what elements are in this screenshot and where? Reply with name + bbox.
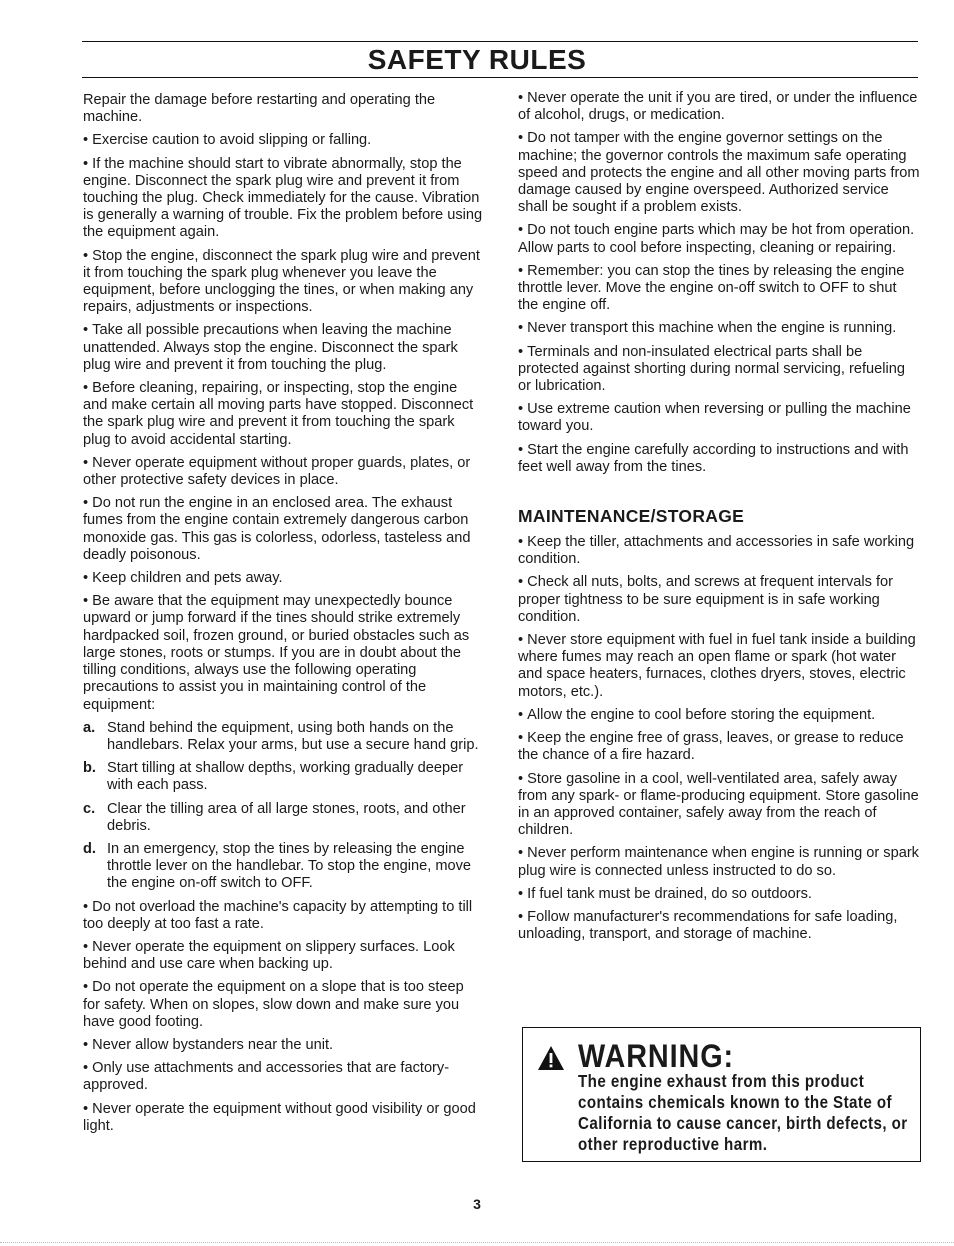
bullet-item: • Use extreme caution when reversing or pulling the machine toward you. [518,401,920,435]
bullet-item: • Never store equipment with fuel in fuel tank inside a building where fumes may reach an open flame or spark (hot water and space heaters, furnaces, clothes dryers, stoves, electric motors, etc.). [518,632,920,701]
bullet-item: • Never operate the unit if you are tired, or under the influence of alcohol, drugs, or medication. [518,90,920,124]
bullet-item: • Keep the tiller, attachments and accessories in safe working condition. [518,534,920,568]
page-title: SAFETY RULES [367,44,587,75]
bullet-item: • Remember: you can stop the tines by releasing the engine throttle lever. Move the engine on-off switch to OFF to shut the engine off. [518,263,920,315]
bullet-item: • Never transport this machine when the engine is running. [518,320,920,337]
sub-item-letter: d. [83,840,96,857]
bullet-item: • Only use attachments and accessories that are factory-approved. [83,1060,483,1094]
bullet-item: • Exercise caution to avoid slipping or falling. [83,132,483,149]
left-column [83,92,483,1141]
sub-item-text: Clear the tilling area of all large stones, roots, and other debris. [107,800,466,834]
warning-triangle-icon [537,1045,565,1071]
bullet-item: • If the machine should start to vibrate abnormally, stop the engine. Disconnect the spark plug wire and prevent it from touching the plug. Check immediately for the cause. Vibration is generally a warning of trouble. Fix the problem before using the equipment again. [83,156,483,242]
bullet-item: • Take all possible precautions when leaving the machine unattended. Always stop the engine. Disconnect the spark plug wire and prevent it from touching the plug. [83,322,483,374]
bullet-item: • Stop the engine, disconnect the spark plug wire and prevent it from touching the spark plug whenever you leave the equipment, before unclogging the tines, or when making any repairs, adjustments or inspections. [83,248,483,317]
footer-divider [0,1242,954,1243]
sub-item-d [83,841,483,893]
title-top-rule [82,41,918,42]
sub-item-letter: b. [83,760,96,777]
title-bottom-rule [82,77,918,78]
sub-item-b [83,760,483,794]
bullet-item: • Do not tamper with the engine governor settings on the machine; the governor controls the maximum safe operating speed and protects the engine and all other moving parts from damage caused by engine overspeed. Authorized service shall be sought if a problem exists. [518,130,920,216]
bullet-item: • Store gasoline in a cool, well-ventilated area, safely away from any spark- or flame-producing equipment. Store gasoline in an approved container, safely away from the reach of children. [518,771,920,840]
bullet-item: • Never allow bystanders near the unit. [83,1037,483,1054]
bullet-item: • Keep the engine free of grass, leaves, or grease to reduce the chance of a fire hazard. [518,730,920,764]
sub-item-letter: a. [83,719,96,736]
bullet-item: • Never operate equipment without proper guards, plates, or other protective safety devices in place. [83,455,483,489]
warning-title: WARNING: [578,1038,734,1074]
sub-item-a [83,720,483,754]
bullet-item: • Allow the engine to cool before storing the equipment. [518,707,920,724]
bullet-item: • Never operate the equipment without good visibility or good light. [83,1101,483,1135]
paragraph: Repair the damage before restarting and operating the machine. [83,92,436,126]
bullet-item: • Do not run the engine in an enclosed area. The exhaust fumes from the engine contain extremely dangerous carbon monoxide gas. This gas is colorless, odorless, tasteless and deadly poisonous. [83,495,483,564]
sub-item-text: Start tilling at shallow depths, working gradually deeper with each pass. [107,760,464,794]
right-column [518,90,920,949]
warning-text: The engine exhaust from this product contains chemicals known to the State of California to cause cancer, birth defects, or other reproductive harm. [578,1071,908,1154]
bullet-item: • Be aware that the equipment may unexpectedly bounce upward or jump forward if the tines should strike extremely hardpacked soil, frozen ground, or buried obstacles such as large stones, roots or stumps. If you are in doubt about the tilling conditions, always use the following operating precautions to assist you in maintaining control of the equipment: [83,593,483,713]
bullet-item: • Before cleaning, repairing, or inspecting, stop the engine and make certain all moving parts have stopped. Disconnect the spark plug wire and prevent it from touching the spark plug to avoid accidental starting. [83,380,483,449]
sub-item-letter: c. [83,800,96,817]
page-number: 3 [473,1196,481,1212]
sub-item-text: In an emergency, stop the tines by releasing the engine throttle lever on the handlebar. To stop the engine, move the engine on-off switch to OFF. [107,840,472,892]
bullet-item: • Do not touch engine parts which may be hot from operation. Allow parts to cool before inspecting, cleaning or repairing. [518,222,920,256]
bullet-item: • Keep children and pets away. [83,570,483,587]
bullet-item: • Never operate the equipment on slippery surfaces. Look behind and use care when backing up. [83,939,483,973]
sub-item-text: Stand behind the equipment, using both hands on the handlebars. Relax your arms, but use a secure hand grip. [107,719,479,753]
bullet-item: • Do not overload the machine's capacity by attempting to till too deeply at too fast a rate. [83,899,483,933]
warning-box [522,1027,921,1162]
maintenance-storage-heading: MAINTENANCE/STORAGE [518,506,745,527]
bullet-item: • If fuel tank must be drained, do so outdoors. [518,886,920,903]
bullet-item: • Terminals and non-insulated electrical parts shall be protected against shorting during normal servicing, refueling or lubrication. [518,344,920,396]
bullet-item: • Start the engine carefully according to instructions and with feet well away from the tines. [518,442,920,476]
bullet-item: • Follow manufacturer's recommendations for safe loading, unloading, transport, and storage of machine. [518,909,920,943]
bullet-item: • Check all nuts, bolts, and screws at frequent intervals for proper tightness to be sure equipment is in safe working condition. [518,574,920,626]
sub-item-c [83,801,483,835]
bullet-item: • Never perform maintenance when engine is running or spark plug wire is connected unless instructed to do so. [518,845,920,879]
bullet-item: • Do not operate the equipment on a slope that is too steep for safety. When on slopes, slow down and make sure you have good footing. [83,979,483,1031]
